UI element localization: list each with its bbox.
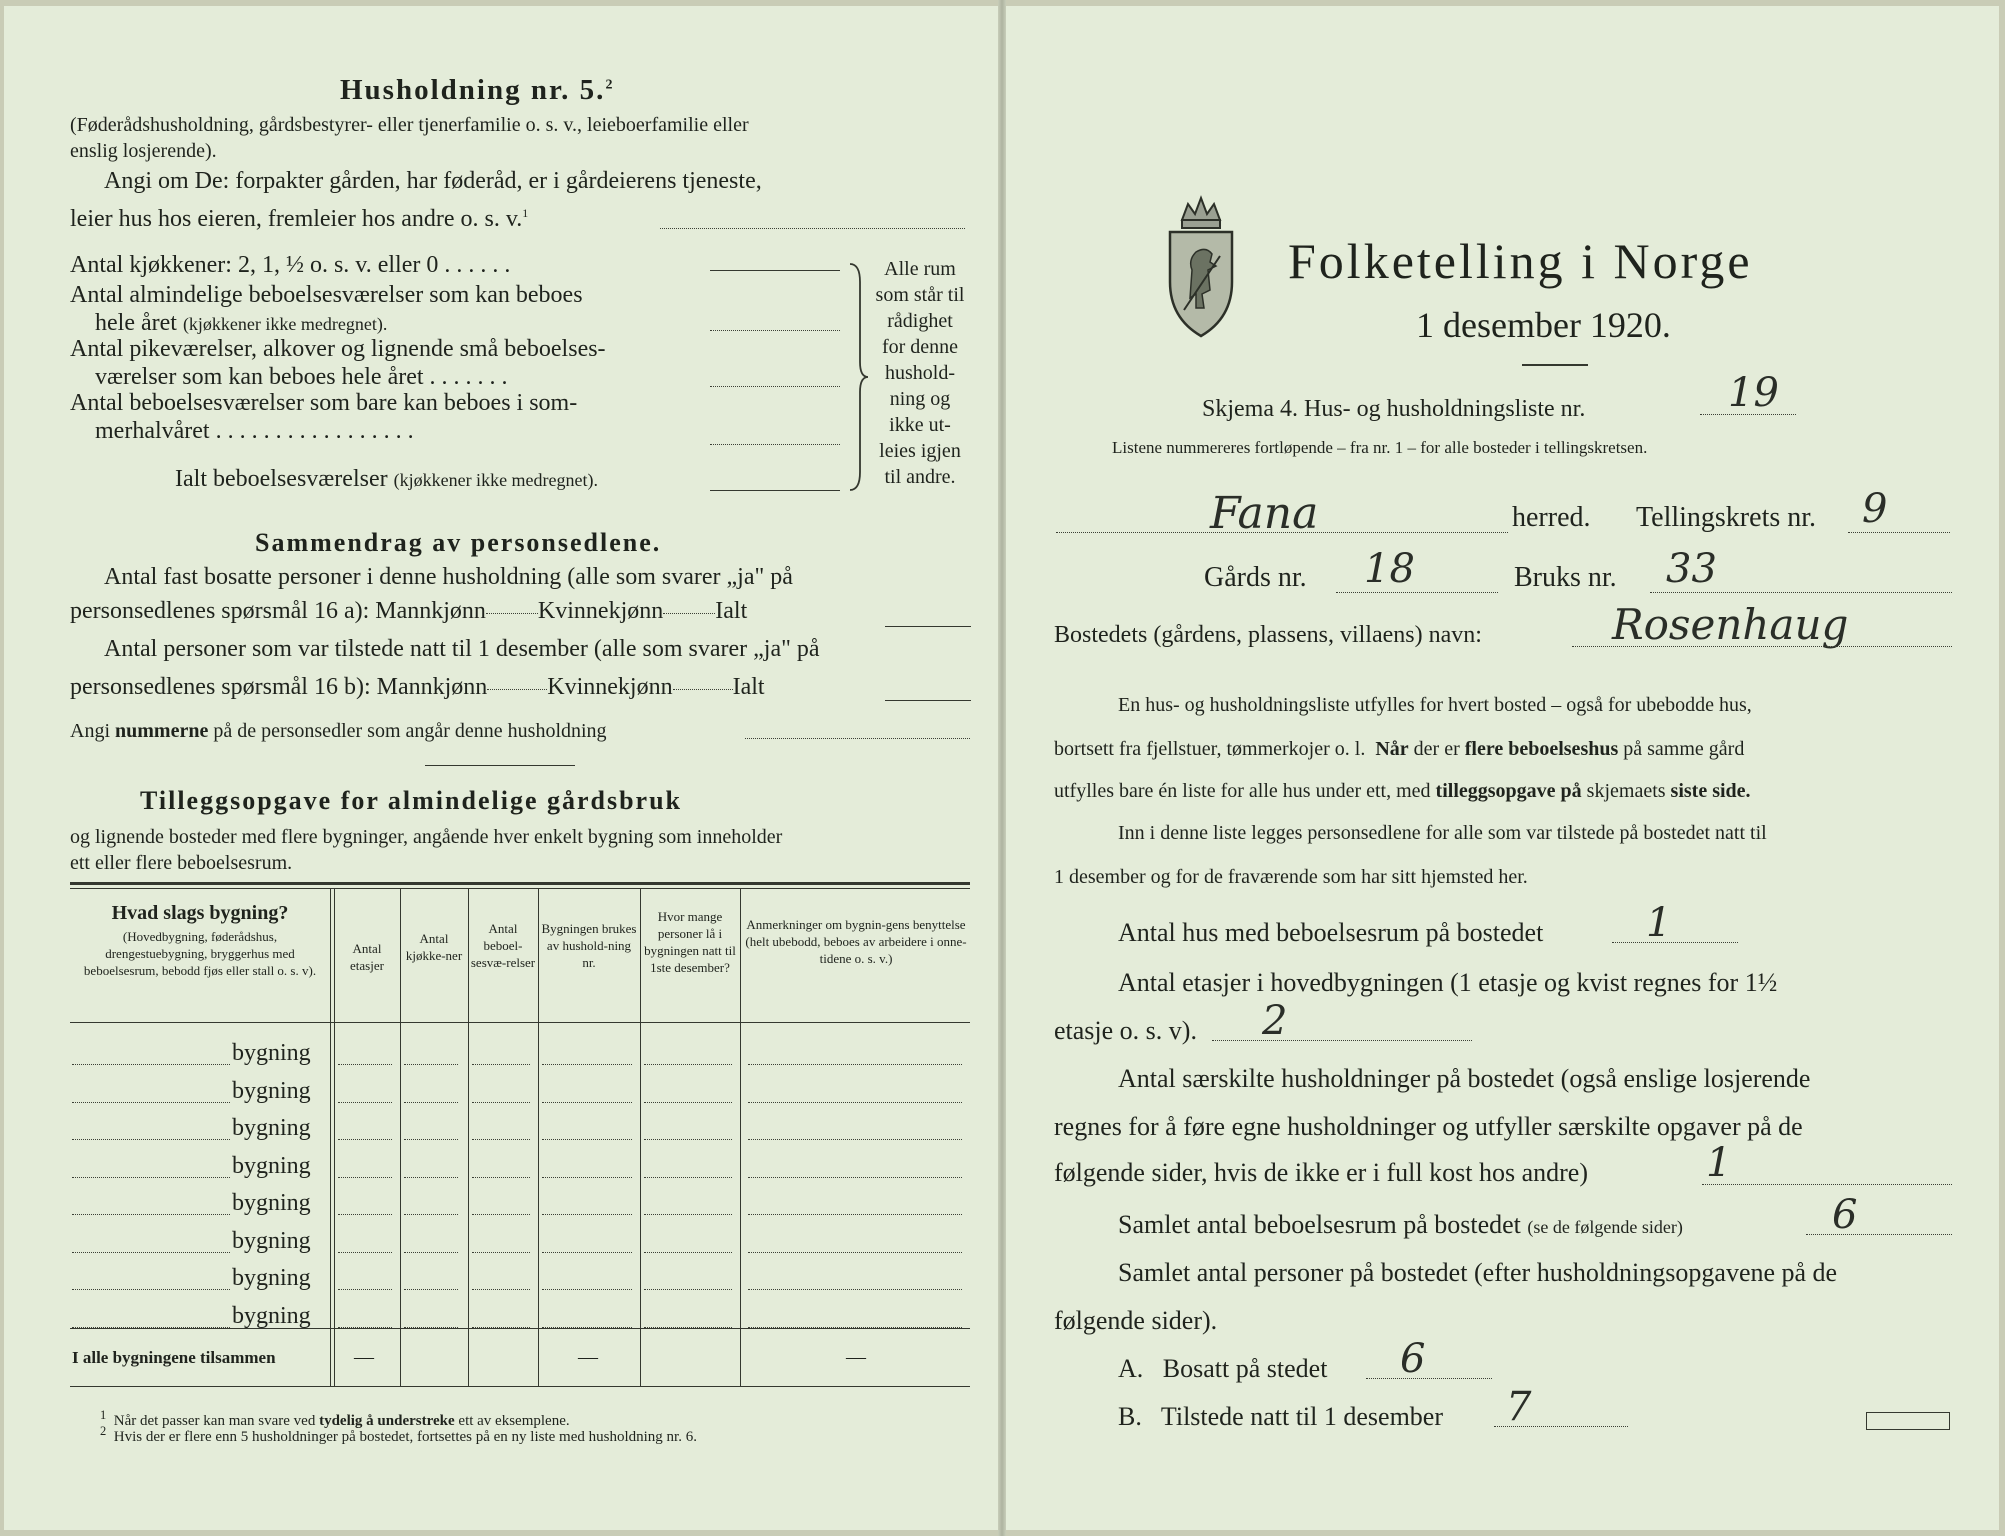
cell-answer-line — [472, 1252, 530, 1253]
kitchens-answer-line — [710, 270, 840, 271]
summary-title: Sammendrag av personsedlene. — [255, 528, 662, 557]
tillegg-intro-2: ett eller flere beboelsesrum. — [70, 852, 293, 874]
household-title: Husholdning nr. 5.$^2$ — [340, 74, 615, 106]
cell-answer-line — [644, 1064, 732, 1065]
building-type-answer-line — [72, 1214, 230, 1215]
skjema-number-value: 19 — [1728, 370, 1779, 416]
brace-icon — [846, 262, 870, 492]
row-label: bygning — [232, 1040, 311, 1066]
summary-line-1: Antal fast bosatte personer i denne husholdning (alle som svarer „ja" på — [104, 564, 793, 590]
ialt-rooms-label: Ialt beboelsesværelser (kjøkkener ikke medregnet). — [175, 466, 599, 492]
para1-line3: utfylles bare én liste for alle hus under ett, med tilleggsopgave på skjemaets siste side. — [1054, 780, 1751, 802]
q-b-label: B. Tilstede natt til 1 desember — [1118, 1402, 1443, 1431]
bruks-answer-line — [1650, 592, 1952, 593]
total-dash-anmerkninger: — — [846, 1346, 866, 1368]
cell-answer-line — [472, 1102, 530, 1103]
q-b-value: 7 — [1506, 1384, 1532, 1430]
table-bottom-rule — [70, 1386, 970, 1387]
summary-ialt-line-2 — [885, 700, 971, 701]
rooms-line-2: Antal almindelige beboelsesværelser som kan beboes — [70, 282, 583, 308]
summary-line-4: personsedlenes spørsmål 16 b): Mannkjønn Kvinnekjønn Ialt — [70, 674, 765, 700]
q-hush-line2: regnes for å føre egne husholdninger og utfyller særskilte opgaver på de — [1054, 1112, 1803, 1141]
table-col-line — [468, 888, 469, 1386]
intro-line-1: (Føderådshusholdning, gårdsbestyrer- eller tjenerfamilie o. s. v., leieboerfamilie eller — [70, 114, 749, 136]
rooms-line-1: Antal kjøkkener: 2, 1, ½ o. s. v. eller 0 . . . . . . — [70, 252, 511, 278]
cell-answer-line — [404, 1139, 458, 1140]
q-hush-line1: Antal særskilte husholdninger på bostedet (også enslige losjerende — [1118, 1064, 1811, 1093]
census-date: 1 desember 1920. — [1416, 305, 1671, 345]
cell-answer-line — [748, 1064, 962, 1065]
q-b-answer-line — [1494, 1426, 1628, 1427]
cell-answer-line — [404, 1064, 458, 1065]
listene-note: Listene nummereres fortløpende – fra nr. 1 – for alle bosteder i tellingskretsen. — [1112, 438, 1648, 457]
cell-answer-line — [472, 1064, 530, 1065]
summary-line-3: Antal personer som var tilstede natt til 1 desember (alle som svarer „ja" på — [104, 636, 820, 662]
footnote-2: $^2$ Hvis der er flere enn 5 husholdninger på bostedet, fortsettes på en ny liste med husholdning nr. 6. — [100, 1424, 697, 1445]
q-a-value: 6 — [1400, 1336, 1426, 1382]
table-total-rule — [70, 1328, 970, 1329]
cell-answer-line — [338, 1177, 392, 1178]
bruks-label: Bruks nr. — [1514, 562, 1617, 593]
table-col-line — [640, 888, 641, 1386]
printer-stamp — [1866, 1412, 1950, 1430]
gards-value: 18 — [1364, 546, 1415, 592]
table-header-rule — [70, 1022, 970, 1023]
building-type-answer-line — [72, 1139, 230, 1140]
q-hus-value: 1 — [1646, 900, 1672, 946]
herred-label: herred. — [1512, 502, 1591, 533]
q-etasjer-line2: etasje o. s. v). — [1054, 1016, 1197, 1045]
norway-coat-of-arms-icon — [1162, 190, 1240, 340]
cell-answer-line — [748, 1177, 962, 1178]
cell-answer-line — [748, 1102, 962, 1103]
q-rum-label: Samlet antal beboelsesrum på bostedet (se de følgende sider) — [1118, 1210, 1683, 1239]
rooms-line-7: merhalvåret . . . . . . . . . . . . . . . . . — [95, 418, 414, 444]
cell-answer-line — [748, 1252, 962, 1253]
bosted-label: Bostedets (gårdens, plassens, villaens) navn: — [1054, 622, 1482, 648]
cell-answer-line — [338, 1289, 392, 1290]
q-etasjer-line1: Antal etasjer i hovedbygningen (1 etasje og kvist regnes for 1½ — [1118, 968, 1778, 997]
cell-answer-line — [338, 1252, 392, 1253]
cell-answer-line — [644, 1102, 732, 1103]
cell-answer-line — [644, 1289, 732, 1290]
rooms-line-3: hele året (kjøkkener ikke medregnet). — [95, 310, 388, 336]
cell-answer-line — [338, 1327, 392, 1328]
rooms-line-4: Antal pikeværelser, alkover og lignende små beboelses- — [70, 336, 606, 362]
cell-answer-line — [404, 1177, 458, 1178]
total-dash-etasjer: — — [354, 1346, 374, 1368]
q-rum-answer-line — [1806, 1234, 1952, 1235]
cell-answer-line — [542, 1177, 632, 1178]
table-top-rule-2 — [70, 888, 970, 889]
para2-line2: 1 desember og for de fraværende som har sitt hjemsted her. — [1054, 866, 1528, 888]
census-title: Folketelling i Norge — [1288, 233, 1753, 289]
cell-answer-line — [748, 1289, 962, 1290]
q-etasjer-answer-line — [1212, 1040, 1472, 1041]
q-pers-line1: Samlet antal personer på bostedet (efter husholdningsopgavene på de — [1118, 1258, 1838, 1287]
total-label: I alle bygningene tilsammen — [72, 1348, 276, 1367]
col-head-etasjer: Antal etasjer — [350, 941, 384, 973]
skjema-label: Skjema 4. Hus- og husholdningsliste nr. — [1202, 396, 1586, 422]
cell-answer-line — [404, 1102, 458, 1103]
small-rooms-answer-line — [710, 386, 840, 387]
col-head-anmerkninger: Anmerkninger om bygnin-gens benyttelse (helt ubebodd, beboes av arbeidere i onne-tidene o. s. v.) — [745, 917, 967, 966]
cell-answer-line — [472, 1214, 530, 1215]
table-col-line — [740, 888, 741, 1386]
cell-answer-line — [338, 1214, 392, 1215]
cell-answer-line — [542, 1064, 632, 1065]
summary-line-2: personsedlenes spørsmål 16 a): Mannkjønn Kvinnekjønn Ialt — [70, 598, 748, 624]
building-type-answer-line — [72, 1102, 230, 1103]
cell-answer-line — [338, 1064, 392, 1065]
table-col-line — [330, 888, 331, 1386]
cell-answer-line — [404, 1327, 458, 1328]
building-type-answer-line — [72, 1327, 230, 1328]
skjema-answer-line — [1700, 414, 1796, 415]
building-type-answer-line — [72, 1064, 230, 1065]
brace-note: Alle rum som står til rådighet for denne hushold- ning og ikke ut- leies igjen til andre. — [875, 258, 965, 488]
q-hush-answer-line — [1702, 1184, 1952, 1185]
table-col-line — [538, 888, 539, 1386]
angi-line-2: leier hus hos eieren, fremleier hos andre o. s. v.$^1$ — [70, 206, 529, 232]
cell-answer-line — [644, 1214, 732, 1215]
col-head-building-sub: (Hovedbygning, føderådshus, drengestuebygning, bryggerhus med beboelsesrum, bebodd fjøs eller stall o. s. v). — [83, 929, 317, 978]
q-hush-line3: følgende sider, hvis de ikke er i full kost hos andre) — [1054, 1158, 1588, 1187]
cell-answer-line — [542, 1102, 632, 1103]
tillegg-title: Tilleggsopgave for almindelige gårdsbruk — [140, 786, 683, 815]
rooms-answer-line — [710, 330, 840, 331]
tellingskrets-answer-line — [1848, 532, 1950, 533]
table-col-line — [334, 888, 335, 1386]
col-head-kjokkener: Antal kjøkke-ner — [405, 931, 463, 963]
cell-answer-line — [472, 1289, 530, 1290]
table-top-rule — [70, 882, 970, 885]
q-hush-value: 1 — [1706, 1140, 1732, 1186]
title-divider — [1522, 364, 1588, 366]
row-label: bygning — [232, 1227, 311, 1254]
gards-label: Gårds nr. — [1204, 562, 1307, 593]
angi-line-1: Angi om De: forpakter gården, har føderåd, er i gårdeierens tjeneste, — [104, 168, 762, 194]
page-fold — [998, 0, 1006, 1536]
section-divider — [425, 765, 575, 766]
cell-answer-line — [542, 1289, 632, 1290]
rooms-line-6: Antal beboelsesværelser som bare kan beboes i som- — [70, 390, 578, 416]
summer-rooms-answer-line — [710, 444, 840, 445]
summary-ialt-line-1 — [885, 626, 971, 627]
row-label: bygning — [232, 1190, 311, 1216]
nummerne-answer-line — [745, 738, 970, 739]
herred-answer-line — [1056, 532, 1508, 533]
cell-answer-line — [542, 1252, 632, 1253]
cell-answer-line — [644, 1139, 732, 1140]
rooms-line-5: værelser som kan beboes hele året . . . . . . . — [95, 364, 508, 390]
left-page — [4, 6, 1000, 1530]
table-col-line — [400, 888, 401, 1386]
cell-answer-line — [644, 1252, 732, 1253]
row-label: bygning — [232, 1115, 311, 1141]
col-head-personer: Hvor mange personer lå i bygningen natt til 1ste desember? — [644, 909, 736, 975]
row-label: bygning — [232, 1152, 311, 1179]
building-type-answer-line — [72, 1289, 230, 1290]
cell-answer-line — [748, 1139, 962, 1140]
angi-nummerne: Angi nummerne på de personsedler som angår denne husholdning — [70, 720, 607, 742]
para1-line1: En hus- og husholdningsliste utfylles for hvert bosted – også for ubebodde hus, — [1118, 694, 1752, 716]
q-hus-answer-line — [1612, 942, 1738, 943]
col-head-husholdning: Bygningen brukes av hushold-ning nr. — [541, 921, 637, 970]
cell-answer-line — [644, 1327, 732, 1328]
cell-answer-line — [404, 1289, 458, 1290]
q-rum-value: 6 — [1832, 1192, 1858, 1238]
para2-line1: Inn i denne liste legges personsedlene for alle som var tilstede på bostedet natt til — [1118, 822, 1767, 844]
total-dash-husholdning: — — [578, 1346, 598, 1368]
cell-answer-line — [748, 1214, 962, 1215]
cell-answer-line — [338, 1139, 392, 1140]
cell-answer-line — [472, 1327, 530, 1328]
herred-value: Fana — [1210, 488, 1319, 539]
cell-answer-line — [338, 1102, 392, 1103]
q-a-label: A. Bosatt på stedet — [1118, 1354, 1328, 1383]
cell-answer-line — [404, 1252, 458, 1253]
gards-answer-line — [1336, 592, 1498, 593]
cell-answer-line — [542, 1327, 632, 1328]
cell-answer-line — [472, 1177, 530, 1178]
footnote-1: $^1$ Når det passer kan man svare ved tydelig å understreke ett av eksemplene. — [100, 1408, 570, 1429]
bosted-answer-line — [1572, 646, 1952, 647]
row-label: bygning — [232, 1302, 311, 1329]
cell-answer-line — [644, 1177, 732, 1178]
cell-answer-line — [542, 1139, 632, 1140]
ialt-rooms-answer-line — [710, 490, 840, 491]
cell-answer-line — [472, 1139, 530, 1140]
q-pers-line2: følgende sider). — [1054, 1306, 1218, 1335]
angi-answer-line — [660, 228, 965, 229]
building-type-answer-line — [72, 1177, 230, 1178]
q-hus-label: Antal hus med beboelsesrum på bostedet — [1118, 918, 1544, 947]
q-a-answer-line — [1366, 1378, 1492, 1379]
cell-answer-line — [404, 1214, 458, 1215]
tellingskrets-label: Tellingskrets nr. — [1636, 502, 1817, 533]
building-type-answer-line — [72, 1252, 230, 1253]
col-head-building: Hvad slags bygning? — [111, 902, 289, 924]
col-head-beboelses: Antal beboel-sesvæ-relser — [470, 921, 536, 970]
row-label: bygning — [232, 1077, 311, 1104]
intro-line-2: enslig losjerende). — [70, 140, 217, 162]
cell-answer-line — [748, 1327, 962, 1328]
tillegg-intro-1: og lignende bosteder med flere bygninger, angående hver enkelt bygning som inneholder — [70, 826, 783, 848]
cell-answer-line — [542, 1214, 632, 1215]
para1-line2: bortsett fra fjellstuer, tømmerkojer o. l. Når der er flere beboelseshus på samme gård — [1054, 738, 1745, 760]
tellingskrets-value: 9 — [1862, 486, 1888, 532]
bruks-value: 33 — [1666, 546, 1717, 592]
row-label: bygning — [232, 1265, 311, 1291]
bosted-value: Rosenhaug — [1612, 600, 1849, 649]
q-etasjer-value: 2 — [1262, 998, 1288, 1044]
